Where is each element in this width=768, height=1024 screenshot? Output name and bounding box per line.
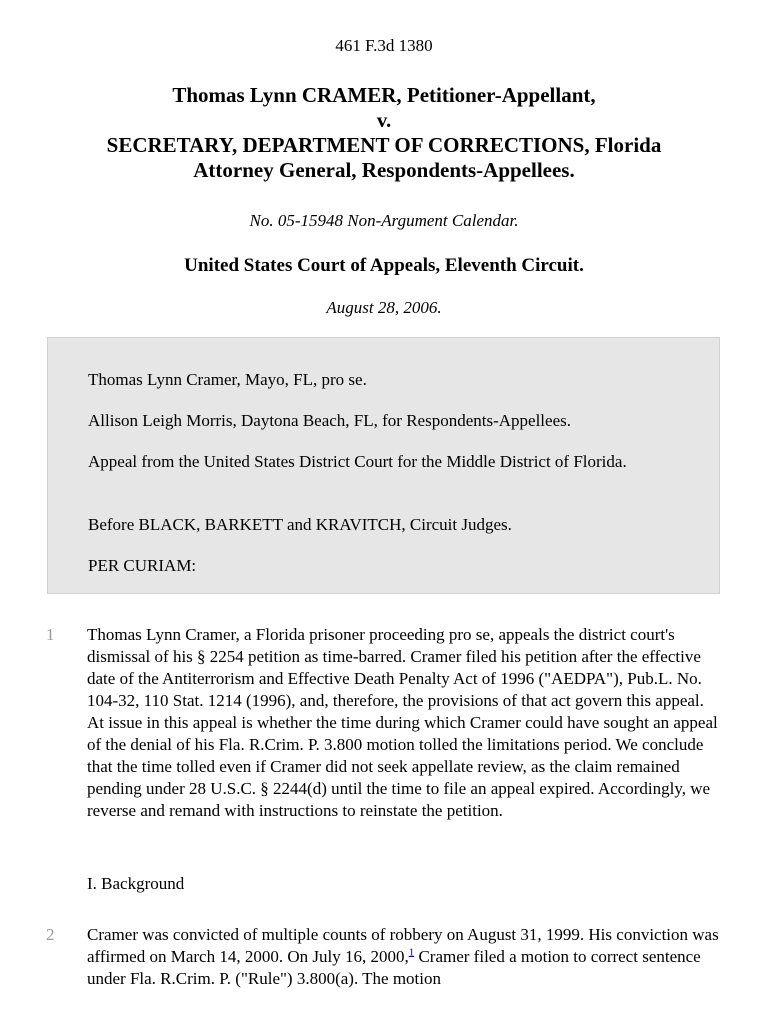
- section-heading: I. Background: [87, 874, 185, 893]
- paragraph-text: Thomas Lynn Cramer, a Florida prisoner proceeding pro se, appeals the district court's dismissal of his § 2254 petition as time-barred. Cramer filed his petition after the effective date of the Antiterrorism and Effective Death Penalty Act of 1996 ("AEDPA"), Pub.L. No. 104-32, 110 Stat. 1214 (1996), and, therefore, the provisions of that act govern this appeal. At issue in this appeal is whether the time during which Cramer could have sought an appeal of the denial of his Fla. R.Crim. P. 3.800 motion tolled the limitations period. We conclude that the time tolled even if Cramer did not seek appellate review, as the claim remained pending under 28 U.S.C. § 2244(d) until the time to file an appeal expired. Accordingly, we reverse and remand with instructions to reinstate the petition.: [87, 625, 718, 820]
- docket-number: No. 05-15948 Non-Argument Calendar.: [249, 211, 519, 230]
- petitioner-line: Thomas Lynn CRAMER, Petitioner-Appellant,: [172, 83, 596, 107]
- court-name: United States Court of Appeals, Eleventh Circuit.: [184, 255, 584, 276]
- paragraph-number[interactable]: 2: [46, 925, 55, 944]
- per-curiam: PER CURIAM:: [88, 556, 197, 575]
- paragraph-number[interactable]: 1: [46, 625, 55, 644]
- appeal-from: Appeal from the United States District Court for the Middle District of Florida.: [88, 452, 627, 471]
- paragraph-text-after-note: Cramer filed a motion to correct sentence under Fla. R.Crim. P. ("Rule") 3.800(a). The motion: [87, 947, 701, 988]
- paragraph-text: [87, 924, 722, 990]
- counsel-appellees: Allison Leigh Morris, Daytona Beach, FL, for Respondents-Appellees.: [88, 411, 571, 430]
- respondents-line-2: Attorney General, Respondents-Appellees.: [193, 158, 575, 182]
- footnote-link[interactable]: 1: [408, 946, 415, 959]
- paragraph-text-before-note: Cramer was convicted of multiple counts of robbery on August 31, 1999. His conviction was affirmed on March 14, 2000. On July 16, 2000,: [87, 925, 719, 966]
- panel-judges: Before BLACK, BARKETT and KRAVITCH, Circuit Judges.: [88, 515, 512, 534]
- case-caption: [0, 83, 768, 183]
- versus-line: v.: [376, 108, 392, 132]
- respondents-line-1: SECRETARY, DEPARTMENT OF CORRECTIONS, Florida: [106, 133, 662, 157]
- reporter-citation: 461 F.3d 1380: [335, 36, 433, 55]
- counsel-pro-se: Thomas Lynn Cramer, Mayo, FL, pro se.: [88, 370, 367, 389]
- decision-date: August 28, 2006.: [326, 298, 442, 317]
- counsel-box: [47, 337, 720, 594]
